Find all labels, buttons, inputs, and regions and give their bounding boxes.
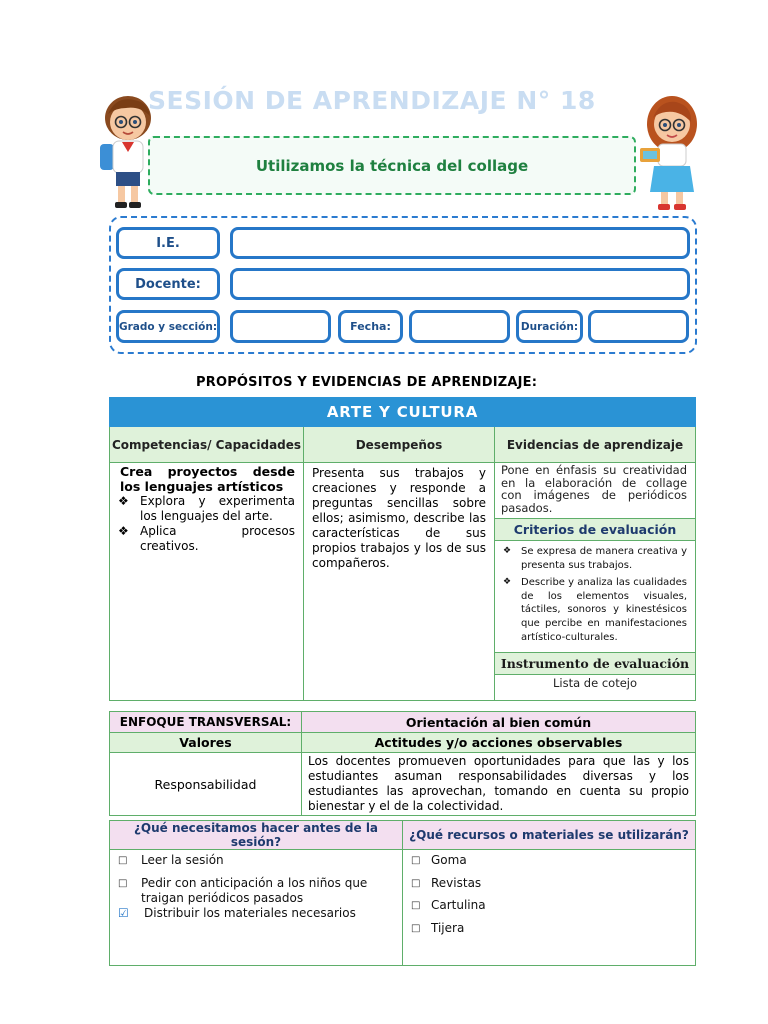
- valor-cell: Responsabilidad: [110, 753, 302, 816]
- diamond-bullet-icon: ❖: [118, 524, 129, 538]
- duracion-field[interactable]: [588, 310, 689, 343]
- list-item: □ Tijera: [411, 920, 465, 935]
- list-item: ❖ Aplica procesos creativos.: [118, 524, 295, 553]
- evidencias-header: Evidencias de aprendizaje: [495, 427, 696, 463]
- diamond-bullet-icon: ❖: [118, 494, 129, 508]
- list-item: ❖ Explora y experimenta los lenguajes del arte.: [118, 494, 295, 523]
- girl-illustration: [636, 94, 704, 214]
- recursos-cell: [403, 850, 696, 966]
- grado-label: Grado y sección:: [116, 310, 220, 343]
- list-item: □ Goma: [411, 853, 467, 867]
- preparation-table: [109, 820, 696, 966]
- enfoque-value: Orientación al bien común: [302, 712, 696, 733]
- criterios-list: [495, 541, 695, 652]
- grado-field[interactable]: [230, 310, 331, 343]
- evidencia-text: Pone en énfasis su creatividad en la elaboración de collage con imágenes de periódicos pasados.: [501, 463, 688, 515]
- antes-header: ¿Qué necesitamos hacer antes de la sesión?: [110, 821, 403, 850]
- list-item: □ Leer la sesión: [118, 853, 224, 867]
- session-subtitle: Utilizamos la técnica del collage: [255, 156, 529, 175]
- list-item: ☑ Distribuir los materiales necesarios: [118, 906, 356, 920]
- checkbox-icon: □: [411, 855, 421, 866]
- antes-list: [110, 850, 402, 932]
- docente-label: Docente:: [116, 268, 220, 300]
- instrumento-heading: Instrumento de evaluación: [495, 652, 695, 675]
- diamond-bullet-icon: ❖: [503, 577, 512, 588]
- antes-cell: [110, 850, 403, 966]
- diamond-bullet-icon: ❖: [503, 546, 512, 556]
- recursos-header: ¿Qué recursos o materiales se utilizarán?: [403, 821, 696, 850]
- duracion-label: Duración:: [516, 310, 583, 343]
- docente-field[interactable]: [230, 268, 690, 300]
- checkbox-icon: □: [411, 922, 421, 934]
- fecha-field[interactable]: [409, 310, 510, 343]
- capacidades-list: [110, 494, 303, 554]
- checkbox-icon: □: [118, 878, 128, 889]
- recursos-list: [403, 850, 695, 946]
- criterios-heading: Criterios de evaluación: [495, 518, 695, 541]
- ie-label: I.E.: [116, 227, 220, 259]
- checkbox-icon: □: [118, 855, 128, 866]
- evidencias-cell: [495, 463, 696, 701]
- purposes-table: [109, 397, 696, 701]
- valores-header: Valores: [110, 733, 302, 753]
- purposes-heading: PROPÓSITOS Y EVIDENCIAS DE APRENDIZAJE:: [196, 375, 538, 390]
- ie-field[interactable]: [230, 227, 690, 259]
- session-subtitle-box: [148, 136, 636, 195]
- actitud-cell: Los docentes promueven oportunidades para que las y los estudiantes asuman responsabilidades diversas y los estudiantes las aprovechan, tomando en cuenta su propio bienestar y el de la colectividad.: [302, 753, 696, 816]
- area-header: ARTE Y CULTURA: [110, 398, 696, 427]
- desempeno-cell: [304, 463, 495, 701]
- list-item: □ Revistas: [411, 875, 482, 890]
- list-item: □ Cartulina: [411, 898, 486, 912]
- enfoque-table: [109, 711, 696, 816]
- desempeno-text: Presenta sus trabajos y creaciones y responde a preguntas sencillas sobre ellos; asimismo, describe las características de sus propios trabajos y los de sus compañeros.: [312, 466, 486, 570]
- competencias-cell: [110, 463, 304, 701]
- enfoque-label: ENFOQUE TRANSVERSAL:: [110, 712, 302, 733]
- checkbox-icon: □: [411, 900, 421, 911]
- list-item: ❖ Describe y analiza las cualidades de los elementos visuales, táctiles, sonoros y kinestésicos que percibe en manifestaciones artístico-culturales.: [503, 577, 688, 643]
- list-item: ❖ Se expresa de manera creativa y presenta sus trabajos.: [503, 546, 688, 571]
- checked-checkbox-icon: ☑: [118, 906, 129, 920]
- fecha-label: Fecha:: [338, 310, 403, 343]
- desempenos-header: Desempeños: [304, 427, 495, 463]
- actitudes-header: Actitudes y/o acciones observables: [302, 733, 696, 753]
- instrumento-text: Lista de cotejo: [553, 676, 638, 691]
- list-item: □ Pedir con anticipación a los niños que traigan periódicos pasados: [118, 876, 368, 905]
- competencia-title: Crea proyectos desde los lenguajes artísticos: [120, 464, 295, 494]
- competencias-header: Competencias/ Capacidades: [110, 427, 304, 463]
- checkbox-icon: □: [411, 877, 421, 889]
- page-title: SESIÓN DE APRENDIZAJE N° 18: [148, 86, 596, 115]
